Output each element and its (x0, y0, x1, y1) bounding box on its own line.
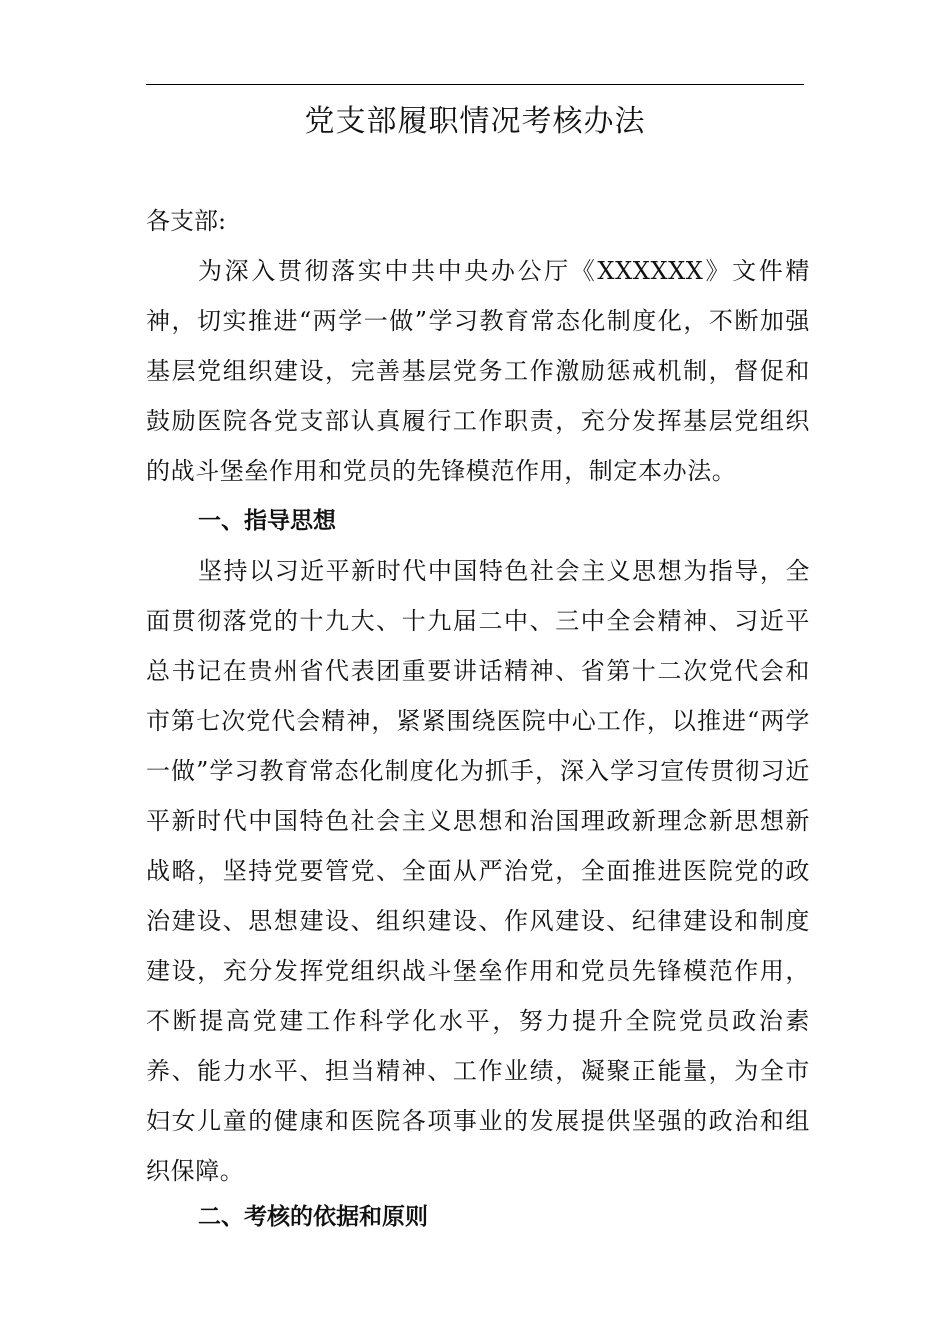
document-title: 党支部履职情况考核办法 (304, 104, 646, 139)
section-heading-basis-principles: 二、考核的依据和原则 (198, 1204, 428, 1230)
header-rule (146, 84, 804, 85)
salutation: 各支部: (146, 207, 227, 235)
intro-paragraph: 为深入贯彻落实中共中央办公厅《XXXXXX》文件精神，切实推进“两学一做”学习教育常态化制度化，不断加强基层党组织建设，完善基层党务工作激励惩戒机制，督促和鼓励医院各党支部认真履行工作职责，充分发挥基层党组织的战斗堡垒作用和党员的先锋模范作用，制定本办法。 (146, 257, 810, 485)
section-heading-guiding-thought: 一、指导思想 (198, 508, 336, 534)
section-body-guiding-thought: 坚持以习近平新时代中国特色社会主义思想为指导，全面贯彻落党的十九大、十九届二中、三中全会精神、习近平总书记在贵州省代表团重要讲话精神、省第十二次党代会和市第七次党代会精神，紧紧围绕医院中心工作，以推进“两学一做”学习教育常态化制度化为抓手，深入学习宣传贯彻习近平新时代中国特色社会主义思想和治国理政新理念新思想新战略，坚持党要管党、全面从严治党，全面推进医院党的政治建设、思想建设、组织建设、作风建设、纪律建设和制度建设，充分发挥党组织战斗堡垒作用和党员先锋模范作用，不断提高党建工作科学化水平，努力提升全院党员政治素养、能力水平、担当精神、工作业绩，凝聚正能量，为全市妇女儿童的健康和医院各项事业的发展提供坚强的政治和组织保障。 (146, 557, 810, 1185)
